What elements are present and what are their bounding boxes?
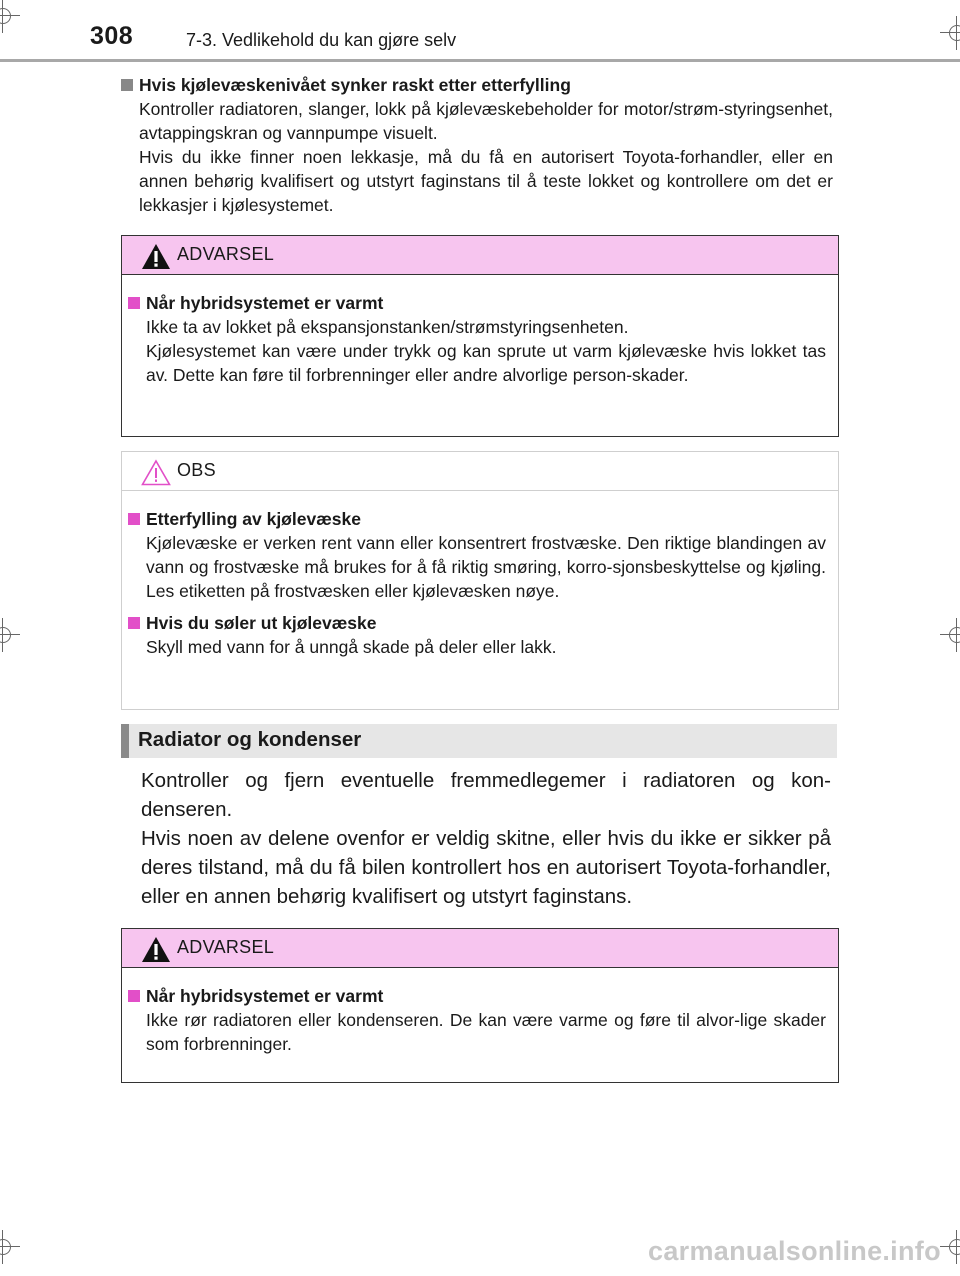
warning-title: Når hybridsystemet er varmt [146, 986, 384, 1006]
intro-paragraph: Hvis du ikke finner noen lekkasje, må du få en autorisert Toyota-forhandler, eller en annen behørig kvalifisert og utstyrt faginstans til å teste lokket og kontrollere om det er lekkasjer i kjølesystemet. [139, 147, 833, 215]
warning-box [121, 928, 839, 1083]
notice-box-header [122, 452, 838, 491]
warning-triangle-icon [141, 936, 171, 963]
warning-box-content [122, 275, 838, 387]
notice-item-text: Kjølevæske er verken rent vann eller konsentrert frostvæske. Den riktige blandingen av vann og frostvæske må brukes for å få riktig smøring, korro-sjonsbeskyttelse og kjøling. Les etiketten på frostvæsken eller kjølevæsken nøye. [146, 533, 826, 601]
notice-label: OBS [177, 460, 216, 480]
square-bullet-icon [128, 297, 140, 309]
intro-body [139, 97, 833, 217]
section-body [141, 766, 831, 911]
warning-box-header [122, 236, 838, 275]
section-paragraph: Kontroller og fjern eventuelle fremmedlegemer i radiatoren og kon-denseren. [141, 769, 831, 821]
warning-paragraph: Kjølesystemet kan være under trykk og kan sprute ut varm kjølevæske hvis lokket tas av. Dette kan føre til forbrenninger eller andre alvorlige person-skader. [146, 341, 826, 385]
intro-paragraph: Kontroller radiatoren, slanger, lokk på kjølevæskebeholder for motor/strøm-styringsenhet, avtappingskran og vannpumpe visuelt. [139, 99, 833, 143]
crop-mark-bottom-right [940, 1230, 960, 1264]
square-bullet-icon [128, 617, 140, 629]
header-rule [0, 59, 960, 62]
notice-item [128, 611, 826, 659]
intro-heading [121, 73, 833, 97]
warning-label: ADVARSEL [177, 937, 275, 957]
chapter-title: 7-3. Vedlikehold du kan gjøre selv [186, 30, 457, 50]
notice-box-content [122, 491, 838, 659]
warning-text: Ikke rør radiatoren eller kondenseren. De kan være varme og føre til alvor-lige skader som forbrenninger. [146, 1010, 826, 1054]
section-heading-bar [121, 724, 837, 758]
section-paragraph: Hvis noen av delene ovenfor er veldig skitne, eller hvis du ikke er sikker på deres tilstand, må du få bilen kontrollert hos en autorisert Toyota-forhandler, eller en annen behørig kvalifisert og utstyrt faginstans. [141, 827, 831, 908]
page-number: 308 [90, 22, 134, 50]
crop-mark-bottom-left [0, 1230, 20, 1264]
warning-triangle-icon [141, 243, 171, 270]
notice-item [128, 507, 826, 603]
notice-item-title: Etterfylling av kjølevæske [146, 509, 361, 529]
warning-subheading [128, 984, 826, 1008]
crop-mark-mid-right [940, 618, 960, 652]
warning-box-header [122, 929, 838, 968]
warning-box [121, 235, 839, 437]
notice-item-heading [128, 507, 826, 531]
warning-label: ADVARSEL [177, 244, 275, 264]
notice-item-title: Hvis du søler ut kjølevæske [146, 613, 377, 633]
square-bullet-icon [128, 990, 140, 1002]
watermark: carmanualsonline.info [648, 1236, 941, 1266]
warning-box-content [122, 968, 838, 1056]
section-title: Radiator og kondenser [138, 728, 362, 751]
square-bullet-icon [121, 79, 133, 91]
notice-box [121, 451, 839, 710]
section-bar-accent [121, 724, 129, 758]
warning-title: Når hybridsystemet er varmt [146, 293, 384, 313]
intro-title: Hvis kjølevæskenivået synker raskt etter etterfylling [139, 75, 571, 95]
warning-text [146, 315, 826, 387]
crop-mark-mid-left [0, 618, 20, 652]
notice-item-heading [128, 611, 826, 635]
caution-triangle-outline-icon [141, 459, 171, 486]
warning-paragraph: Ikke ta av lokket på ekspansjonstanken/strømstyringsenheten. [146, 317, 629, 337]
intro-section [121, 73, 833, 217]
warning-subheading [128, 291, 826, 315]
notice-item-text: Skyll med vann for å unngå skade på deler eller lakk. [146, 637, 557, 657]
page-header [0, 0, 960, 62]
square-bullet-icon [128, 513, 140, 525]
